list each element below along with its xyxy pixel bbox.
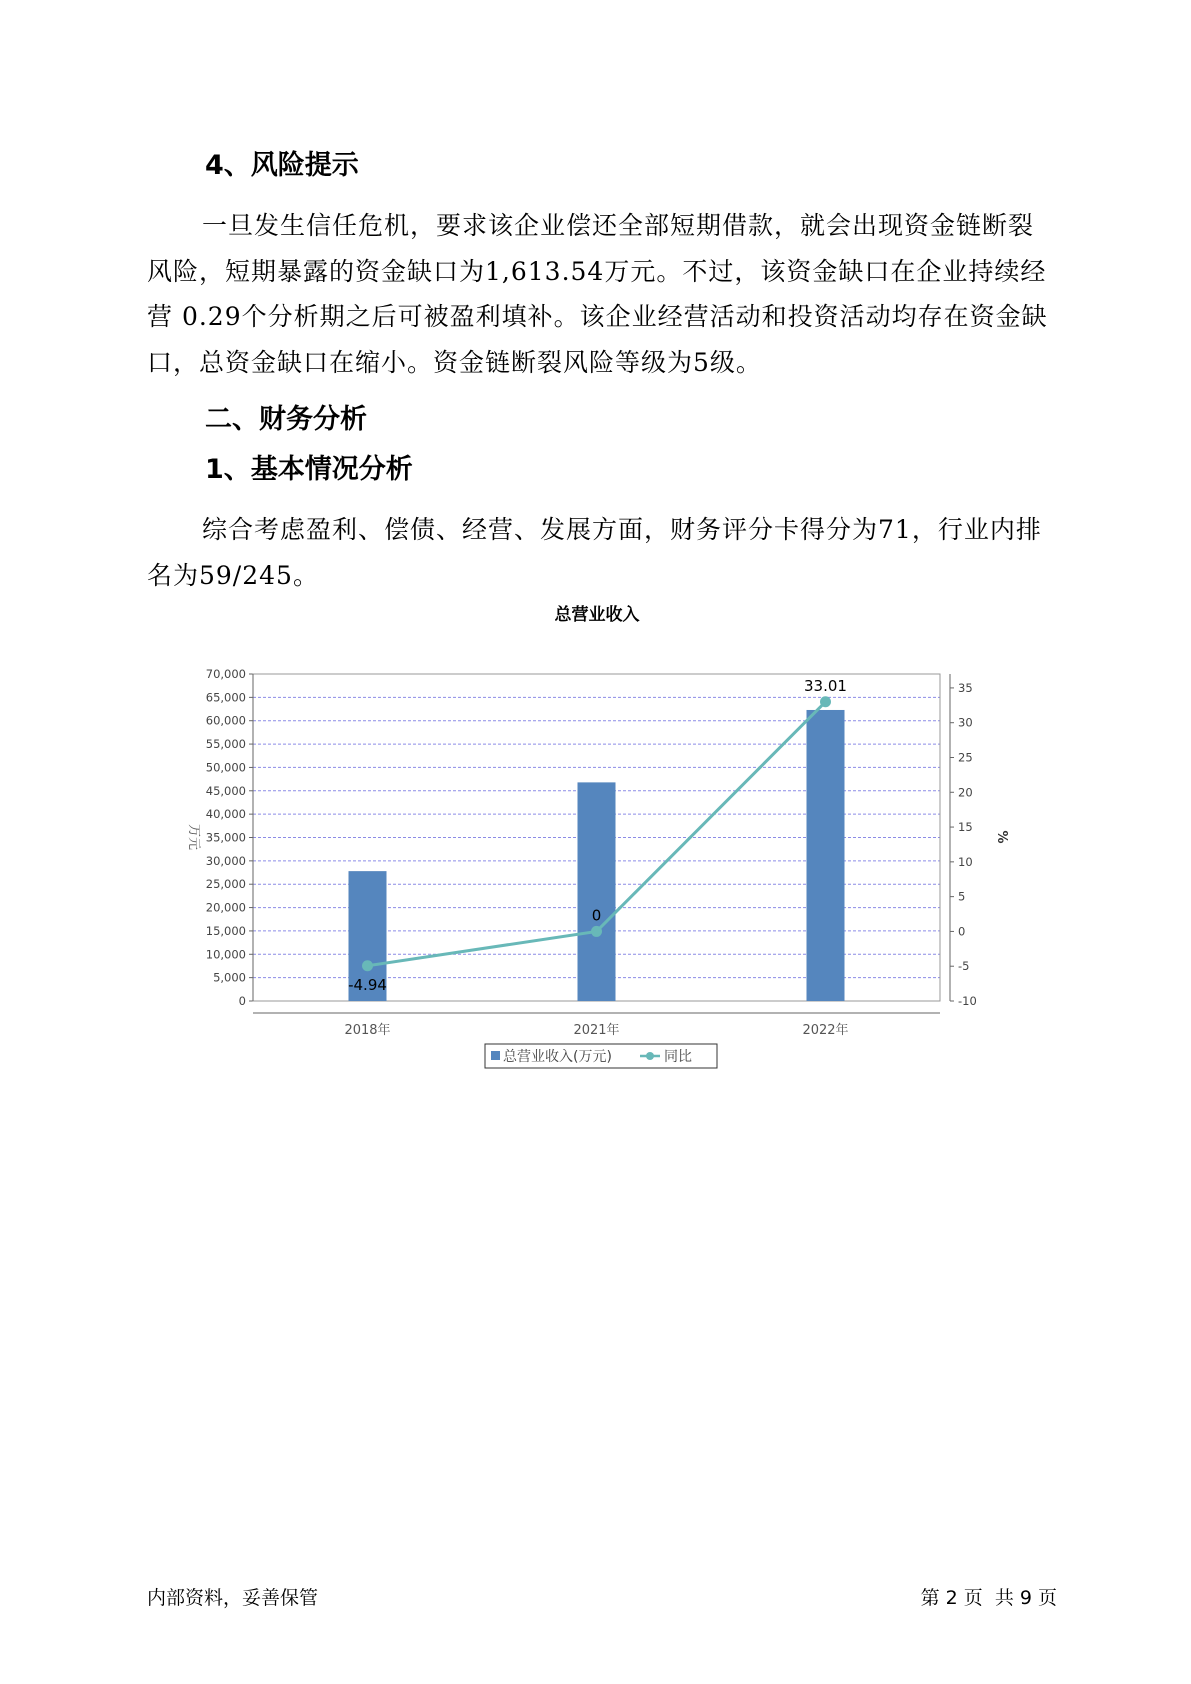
y-tick-label: 65,000 bbox=[205, 690, 246, 705]
y2-tick-label: -5 bbox=[958, 959, 970, 974]
y2-tick-label: 15 bbox=[958, 820, 973, 835]
y2-axis-label: % bbox=[994, 830, 1009, 844]
y2-tick-label: 0 bbox=[958, 924, 966, 939]
y-tick-label: 70,000 bbox=[205, 667, 246, 681]
y2-tick-label: 25 bbox=[958, 750, 973, 765]
heading-risk: 4、风险提示 bbox=[205, 150, 359, 181]
legend-bar-label: 总营业收入(万元) bbox=[503, 1049, 612, 1065]
legend-line-label: 同比 bbox=[664, 1049, 692, 1065]
y-tick-label: 50,000 bbox=[205, 760, 246, 775]
y2-tick-label: 10 bbox=[958, 854, 973, 869]
y-tick-label: 20,000 bbox=[205, 900, 246, 915]
heading-basic-analysis: 1、基本情况分析 bbox=[205, 454, 413, 485]
x-tick-label: 2018年 bbox=[344, 1023, 391, 1038]
paragraph-basic-analysis: 综合考虑盈利、偿债、经营、发展方面，财务评分卡得分为71，行业内排名为59/245。 bbox=[147, 515, 1042, 590]
legend-bar-swatch bbox=[491, 1051, 500, 1060]
x-tick-label: 2022年 bbox=[802, 1023, 849, 1038]
y-tick-label: 30,000 bbox=[205, 853, 246, 868]
y-tick-label: 45,000 bbox=[205, 783, 246, 798]
y-tick-label: 15,000 bbox=[205, 923, 246, 938]
bar bbox=[807, 710, 845, 1001]
footer-confidential: 内部资料，妥善保管 bbox=[147, 1587, 319, 1609]
chart-title: 总营业收入 bbox=[554, 605, 640, 625]
y-tick-label: 0 bbox=[238, 994, 246, 1008]
y-tick-label: 10,000 bbox=[205, 947, 246, 962]
y-axis-label: 万元 bbox=[186, 823, 201, 851]
y-tick-label: 35,000 bbox=[205, 830, 246, 845]
y-tick-label: 25,000 bbox=[205, 877, 246, 892]
yoy-data-label: -4.94 bbox=[348, 975, 387, 994]
bar bbox=[578, 782, 616, 1001]
heading-finance-analysis: 二、财务分析 bbox=[205, 404, 367, 435]
y2-tick-label: 30 bbox=[958, 715, 973, 730]
paragraph-risk: 一旦发生信任危机，要求该企业偿还全部短期借款，就会出现资金链断裂风险，短期暴露的资金缺口为1,613.54万元。不过，该资金缺口在企业持续经营 0.29个分析期之后可被盈利填补。该企业经营活动和投资活动均存在资金缺口，总资金缺口在缩小。资金链断裂风险等级为5级。 bbox=[147, 211, 1048, 377]
y2-tick-label: 20 bbox=[958, 785, 973, 800]
yoy-point bbox=[820, 696, 831, 707]
x-tick-label: 2021年 bbox=[573, 1023, 620, 1038]
yoy-data-label: 0 bbox=[591, 906, 602, 925]
legend bbox=[485, 1044, 717, 1068]
yoy-point bbox=[362, 960, 373, 971]
revenue-chart bbox=[160, 605, 1020, 1090]
legend-line-marker bbox=[646, 1052, 654, 1060]
yoy-data-label: 33.01 bbox=[804, 676, 847, 695]
y-tick-label: 60,000 bbox=[205, 713, 246, 728]
footer-page-number: 第 2 页 共 9 页 bbox=[920, 1587, 1057, 1609]
y2-tick-label: -10 bbox=[958, 994, 977, 1008]
y2-tick-label: 35 bbox=[958, 680, 973, 695]
y-tick-label: 40,000 bbox=[205, 807, 246, 822]
y-tick-label: 55,000 bbox=[205, 737, 246, 752]
yoy-point bbox=[591, 926, 602, 937]
y2-tick-label: 5 bbox=[958, 889, 966, 904]
y-tick-label: 5,000 bbox=[213, 970, 246, 985]
